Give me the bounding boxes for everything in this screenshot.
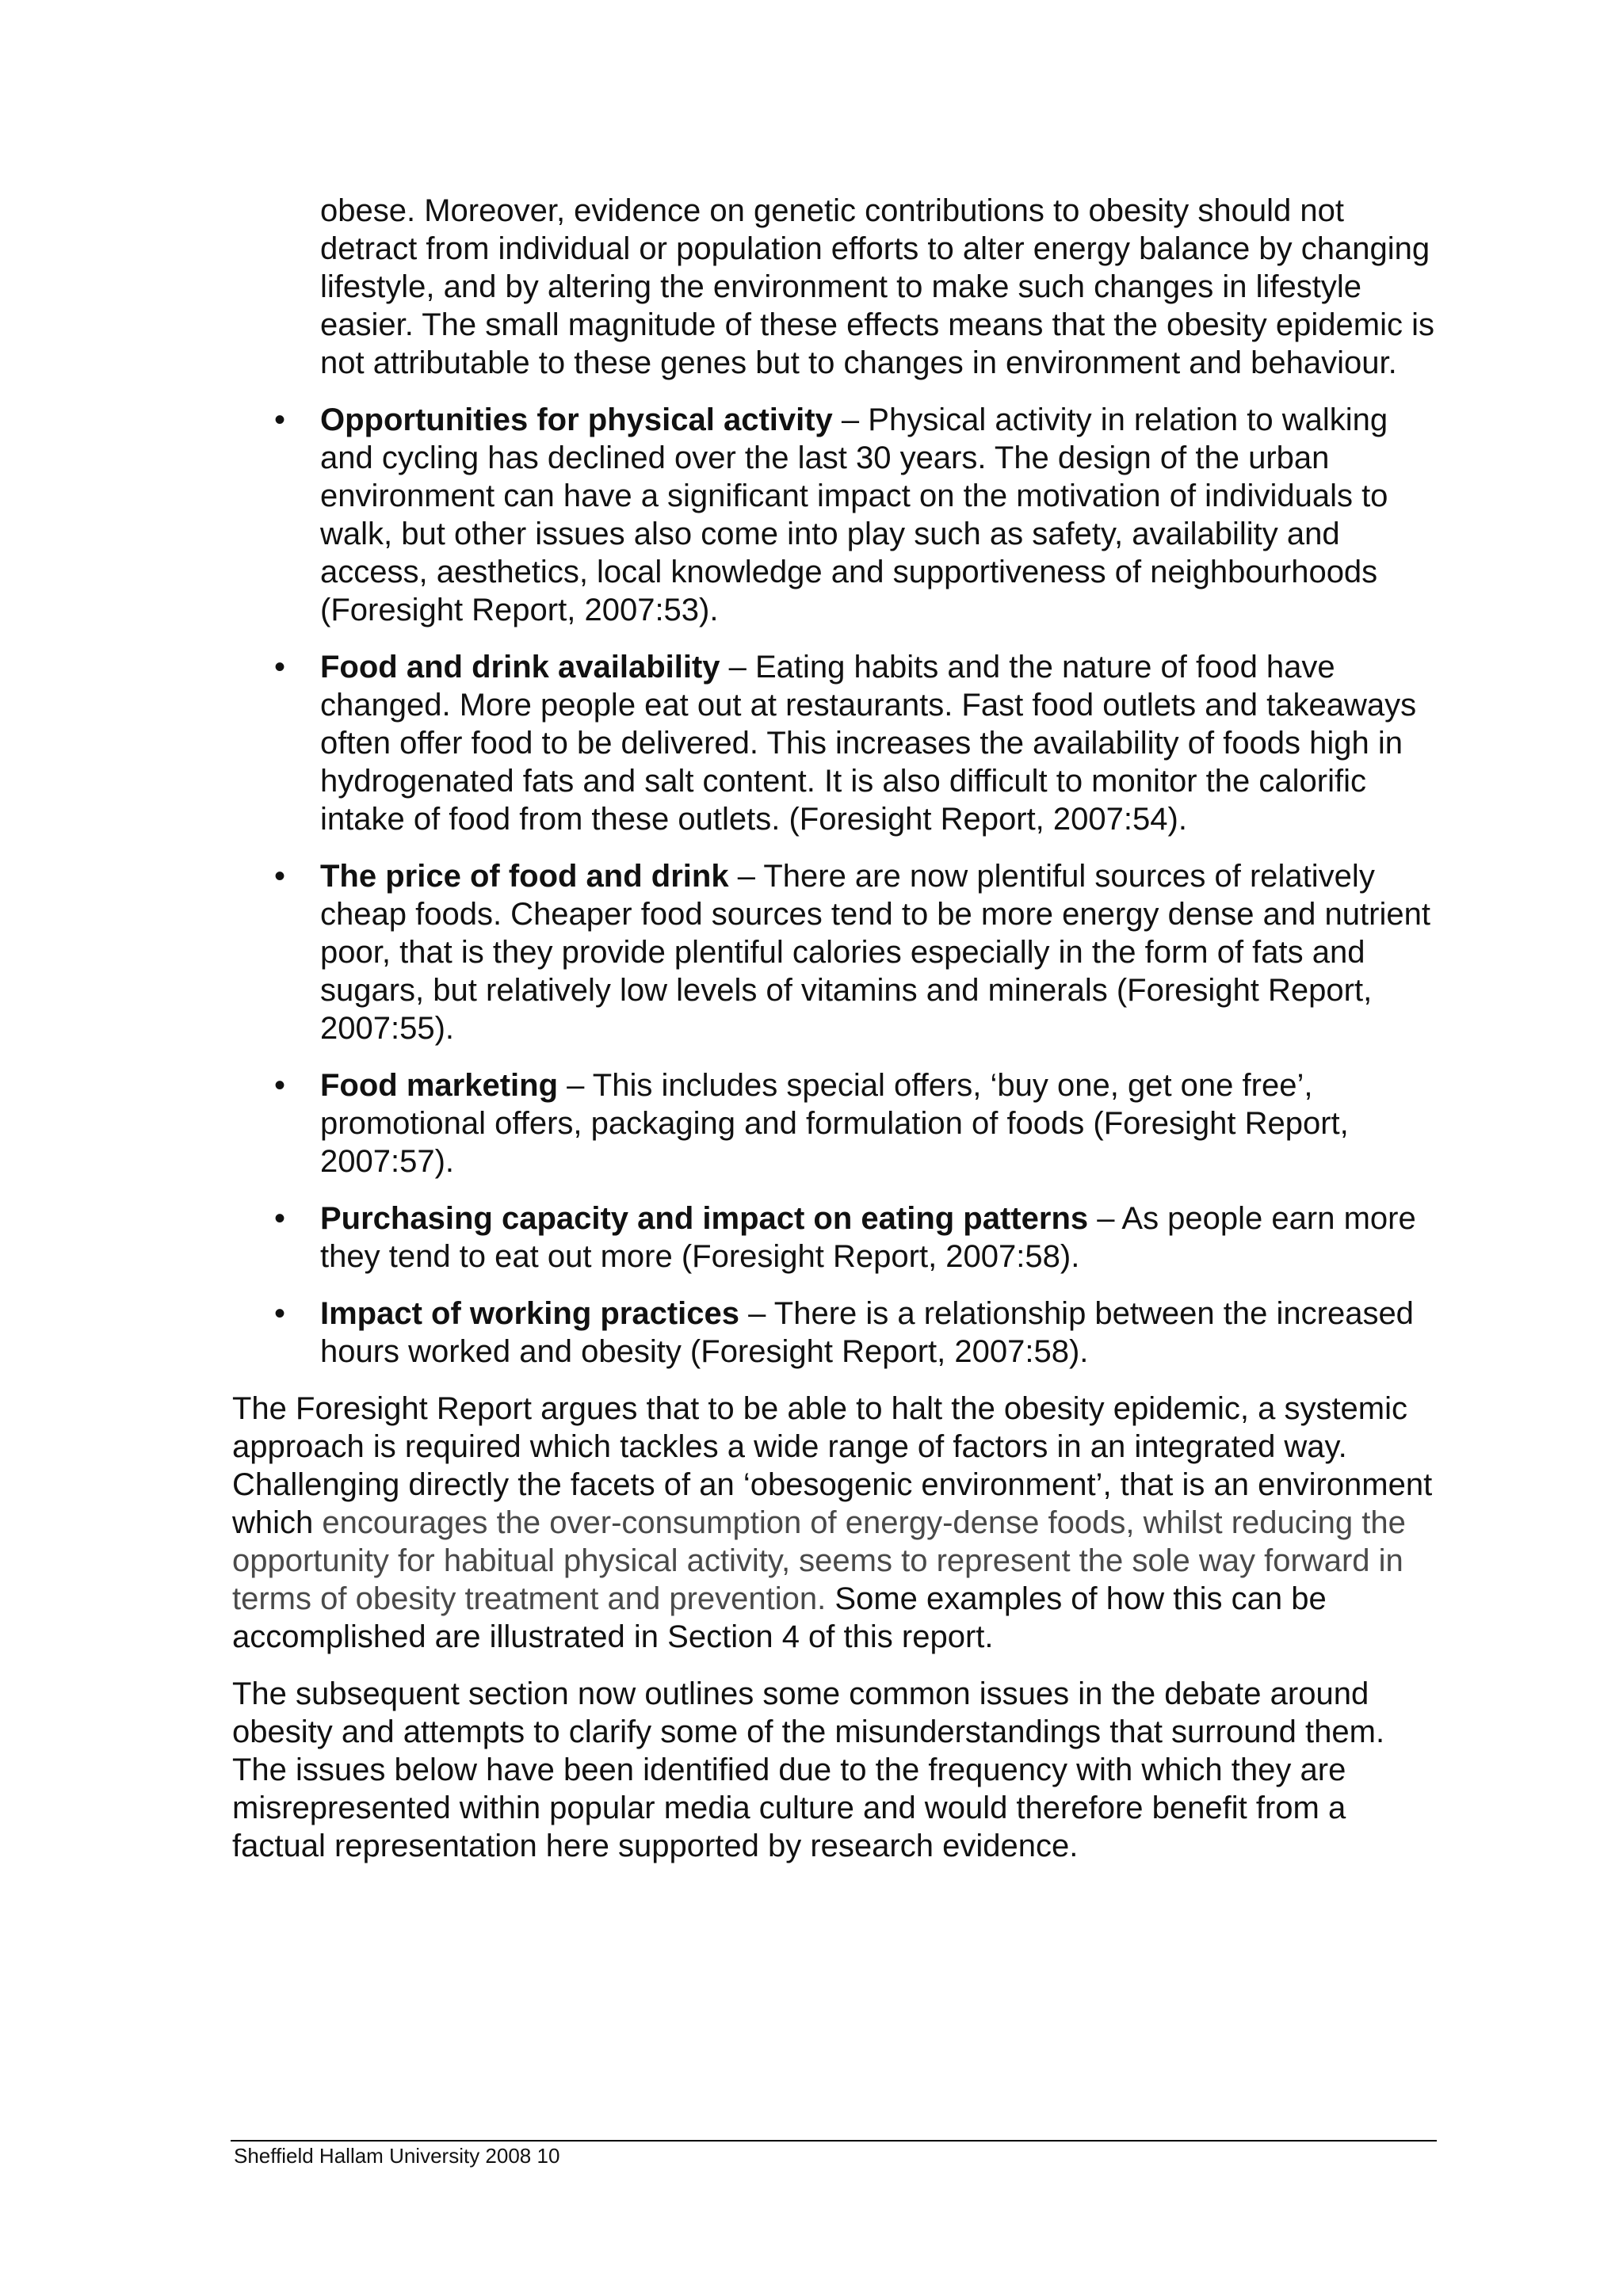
list-item [273,401,1437,629]
bullet-icon: • [273,1296,285,1331]
bullet-text: – As people earn more they tend to eat out more (Foresight Report, 2007:58). [320,1201,1416,1274]
list-item [273,1066,1437,1180]
bullet-term: Food and drink availability [320,650,720,685]
list-item [273,1295,1437,1371]
bullet-term: The price of food and drink [320,859,729,894]
foresight-paragraph-part2: encourages the over-consumption of energy-dense foods, whilst reducing the opportunity for habitual physical activity, seems to represent the sole way forward in terms of obesity treatment and prevention. [232,1505,1406,1616]
bullet-text: – Physical activity in relation to walking and cycling has declined over the last 30 years. The design of the urban environment can have a significant impact on the motivation of individuals to walk, but other issues also come into play such as safety, availability and access, aesthetics, local knowledge and supportiveness of neighbourhoods (Foresight Report, 2007:53). [320,402,1388,627]
bullet-text: – Eating habits and the nature of food have changed. More people eat out at restaurants. Fast food outlets and takeaways often offer food to be delivered. This increases the availability of foods high in hydrogenated fats and salt content. It is also difficult to monitor the calorific intake of food from these outlets. (Foresight Report, 2007:54). [320,650,1417,837]
bullet-text: – There are now plentiful sources of relatively cheap foods. Cheaper food sources tend to be more energy dense and nutrient poor, that is they provide plentiful calories especially in the form of fats and sugars, but relatively low levels of vitamins and minerals (Foresight Report, 2007:55). [320,859,1430,1046]
page-footer: Sheffield Hallam University 2008 10 [234,2144,560,2168]
list-item [273,1199,1437,1276]
foresight-paragraph-part3: Some examples of how this can be accomplished are illustrated in Section 4 of this report. [232,1581,1327,1654]
list-item [273,857,1437,1047]
bullet-term: Impact of working practices [320,1296,740,1331]
foresight-paragraph [232,1390,1437,1656]
foresight-paragraph-part1: The Foresight Report argues that to be able to halt the obesity epidemic, a systemic approach is required which tackles a wide range of factors in an integrated way. Challenging directly the facets of an ‘obesogenic environment’, that is an environment which [232,1391,1433,1540]
list-item [273,648,1437,838]
footer-divider [231,2140,1437,2142]
bullet-term: Food marketing [320,1068,559,1103]
subsequent-section-paragraph: The subsequent section now outlines some common issues in the debate around obesity and attempts to clarify some of the misunderstandings that surround them. The issues below have been identified due to the frequency with which they are misrepresented within popular media culture and would therefore benefit from a factual representation here supported by research evidence. [232,1676,1385,1863]
bullet-term: Opportunities for physical activity [320,402,833,437]
bullet-text: – There is a relationship between the increased hours worked and obesity (Foresight Report, 2007:58). [320,1296,1414,1369]
factors-bullet-list [232,401,1437,1371]
bullet-icon: • [273,650,285,685]
bullet-icon: • [273,402,285,437]
bullet-term: Purchasing capacity and impact on eating patterns [320,1201,1089,1236]
bullet-icon: • [273,1201,285,1236]
bullet-icon: • [273,859,285,894]
intro-continuation-paragraph: obese. Moreover, evidence on genetic contributions to obesity should not detract from individual or population efforts to alter energy balance by changing lifestyle, and by altering the environment to make such changes in lifestyle easier. The small magnitude of these effects means that the obesity epidemic is not attributable to these genes but to changes in environment and behaviour. [320,193,1434,380]
bullet-icon: • [273,1068,285,1103]
page-body [232,192,1437,1884]
bullet-text: – This includes special offers, ‘buy one, get one free’, promotional offers, packaging and formulation of foods (Foresight Report, 2007:57). [320,1068,1349,1179]
